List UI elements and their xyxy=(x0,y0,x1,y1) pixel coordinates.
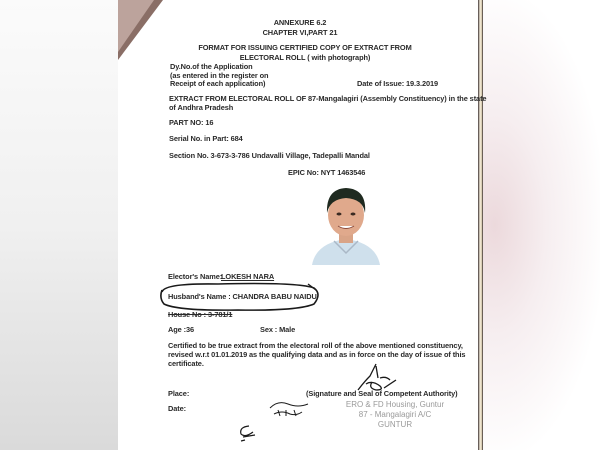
sex: Sex : Male xyxy=(260,325,296,334)
date-of-issue: Date of Issue: 19.3.2019 xyxy=(357,79,438,88)
background-right xyxy=(483,0,600,450)
seal-line3: GUNTUR xyxy=(377,420,413,429)
section-number: Section No. 3-673-3-786 Undavalli Village, Tadepalli Mandal xyxy=(169,151,370,160)
place-label: Place: xyxy=(168,389,190,398)
format-title-line2: ELECTORAL ROLL ( with photograph) xyxy=(239,53,371,62)
husband-name: Husband's Name : CHANDRA BABU NAIDU xyxy=(168,292,317,301)
extract-line1: EXTRACT FROM ELECTORAL ROLL OF 87-Mangalagiri (Assembly Constituency) in the state xyxy=(169,94,487,103)
elector-photo xyxy=(306,183,386,265)
certification-line3: certificate. xyxy=(168,359,204,368)
seal-line2: 87 - Mangalagiri A/C xyxy=(358,410,432,419)
application-label-line3: Receipt of each application) xyxy=(170,79,266,88)
house-number: House No : 3-781/1 xyxy=(168,310,233,319)
initials-scribble xyxy=(235,423,261,443)
certification-line2: revised w.r.t 01.01.2019 as the qualifying data and as in force on the day of issue of this xyxy=(168,350,466,359)
signature-label: (Signature and Seal of Competent Authority) xyxy=(306,389,458,398)
initials-date-scribble xyxy=(268,398,312,420)
serial-number: Serial No. in Part: 684 xyxy=(169,134,243,143)
elector-name-value: LOKESH NARA xyxy=(221,272,275,281)
age: Age :36 xyxy=(168,325,194,334)
certification-line1: Certified to be true extract from the electoral roll of the above mentioned constituency, xyxy=(168,341,463,350)
chapter-heading: CHAPTER VI,PART 21 xyxy=(262,28,338,37)
seal-line1: ERO & FD Housing, Guntur xyxy=(345,400,445,409)
date-label: Date: xyxy=(168,404,186,413)
paper-edge xyxy=(478,0,483,450)
annexure-heading: ANNEXURE 6.2 xyxy=(273,18,327,27)
hand-drawn-circle-annotation xyxy=(158,280,322,312)
elector-name-label: Elector's Name: xyxy=(168,272,223,281)
epic-number: EPIC No: NYT 1463546 xyxy=(288,168,366,177)
background-left xyxy=(0,0,118,450)
paper-fold-highlight xyxy=(118,0,154,52)
format-title-line1: FORMAT FOR ISSUING CERTIFIED COPY OF EXTRACT FROM xyxy=(198,43,412,52)
application-label-line2: (as entered in the register on xyxy=(170,71,269,80)
person-portrait-icon xyxy=(306,183,386,265)
part-number: PART NO: 16 xyxy=(169,118,214,127)
application-label-line1: Dy.No.of the Application xyxy=(170,62,253,71)
extract-line2: of Andhra Pradesh xyxy=(169,103,234,112)
